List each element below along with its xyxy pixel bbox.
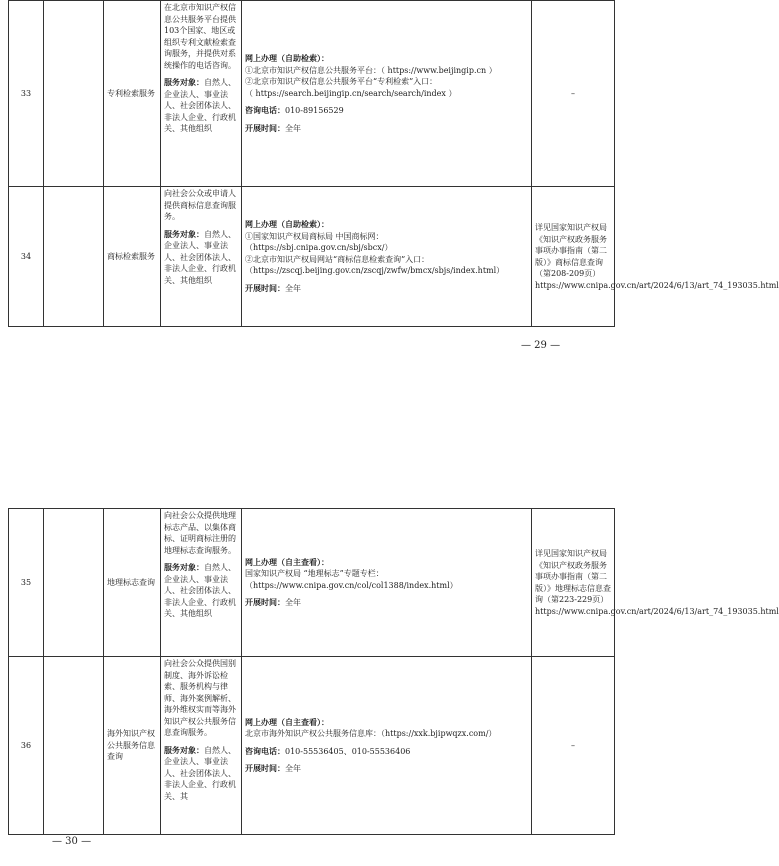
page-number: — 29 — <box>521 340 561 351</box>
time-line: 开展时间：全年 <box>245 122 301 133</box>
service-description: 向社会公众提供国别制度、海外诉讼检索、服务机构与律师、海外案例解析、海外维权实而等海外知识产权公共服务信息查询服务。 <box>164 659 236 737</box>
blank-cell <box>44 657 104 835</box>
service-description: 向社会公众或申请人提供商标信息查询服务。 <box>164 189 236 221</box>
service-target: 服务对象：自然人、企业法人、事业法人、社会团体法人、非法人企业、行政机关、其 <box>164 744 236 801</box>
service-target: 服务对象：自然人、企业法人、事业法人、社会团体法人、非法人企业、行政机关、其他组织 <box>164 562 236 618</box>
online-line: ②北京市知识产权局网站“商标信息检索查询”入口： <box>245 254 430 264</box>
service-name: 地理标志查询 <box>104 509 161 657</box>
online-handling-cell <box>242 509 532 657</box>
online-line[interactable]: 北京市海外知识产权公共服务信息库：（https://xxk.bjipwqzx.com/） <box>245 729 497 738</box>
blank-cell <box>44 509 104 657</box>
service-name: 专利检索服务 <box>104 1 161 187</box>
online-handling-label: 网上办理（自主查看）： <box>245 556 329 567</box>
online-line: ②北京市知识产权信息公共服务平台“专利检索”入口： <box>245 77 438 86</box>
online-handling-label: 网上办理（自主查看）： <box>245 716 329 727</box>
service-name: 商标检索服务 <box>104 187 161 327</box>
online-handling-cell <box>242 657 532 835</box>
service-name: 海外知识产权公共服务信息查询 <box>104 657 161 835</box>
online-line[interactable]: （ https://search.beijingip.cn/search/search/index ） <box>245 88 457 98</box>
online-handling-cell <box>242 187 532 327</box>
service-description-cell <box>161 657 242 835</box>
blank-cell <box>44 187 104 327</box>
page-number: — 30 — <box>52 836 92 847</box>
blank-cell <box>44 1 104 187</box>
online-line[interactable]: ①北京市知识产权信息公共服务平台：（ https://www.beijingip.cn ） <box>245 65 497 75</box>
service-table-page-30 <box>8 508 779 835</box>
service-target: 服务对象：自然人、企业法人、事业法人、社会团体法人、非法人企业、行政机关、其他组织 <box>164 228 236 285</box>
reference-cell: 详见国家知识产权局《知识产权政务服务事项办事指南（第二版）》地理标志信息查询（第223-229页） https://www.cnipa.gov.cn/art/2024/6/13/art_74_193035.html <box>532 509 615 657</box>
row-number: 34 <box>9 187 44 327</box>
row-number: 35 <box>9 509 44 657</box>
table-row <box>9 657 615 835</box>
online-handling-cell <box>242 1 532 187</box>
online-line: ①国家知识产权局商标局 中国商标网： <box>245 231 384 241</box>
table-row <box>9 509 615 657</box>
service-target: 服务对象：自然人、企业法人、事业法人、社会团体法人、非法人企业、行政机关、其他组织 <box>164 77 236 133</box>
online-handling-label: 网上办理（自助检索）： <box>245 53 329 63</box>
reference-cell: – <box>532 1 615 187</box>
service-description-cell <box>161 1 242 187</box>
online-handling-label: 网上办理（自助检索）： <box>245 219 329 229</box>
service-description-cell <box>161 509 242 657</box>
phone-line: 咨询电话：010-89156529 <box>245 105 344 115</box>
time-line: 开展时间：全年 <box>245 763 301 773</box>
row-number: 36 <box>9 657 44 835</box>
online-line[interactable]: （https://zscqj.beijing.gov.cn/zscqj/zwfw/bmcx/sbjs/index.html） <box>245 266 505 275</box>
online-line[interactable]: （https://www.cnipa.gov.cn/col/col1388/index.html） <box>245 580 458 590</box>
online-line[interactable]: （https://sbj.cnipa.gov.cn/sbj/sbcx/） <box>245 243 393 252</box>
service-table-page-29 <box>8 0 779 327</box>
table-row <box>9 187 615 327</box>
row-number: 33 <box>9 1 44 187</box>
service-description: 在北京市知识产权信息公共服务平台提供103个国家、地区或组织专利文献检索查询服务，并提供对系统操作的电话咨询。 <box>164 3 236 70</box>
time-line: 开展时间：全年 <box>245 597 301 607</box>
online-line: 国家知识产权局 “地理标志”专题专栏： <box>245 569 384 578</box>
phone-line: 咨询电话：010-55536405、010-55536406 <box>245 745 411 756</box>
reference-cell: – <box>532 657 615 835</box>
service-description-cell <box>161 187 242 327</box>
time-line: 开展时间：全年 <box>245 282 301 293</box>
table-row <box>9 1 615 187</box>
service-description: 向社会公众提供地理标志产品、以集体商标、证明商标注册的地理标志查询服务。 <box>164 511 236 555</box>
reference-cell: 详见国家知识产权局《知识产权政务服务事项办事指南（第二版）》商标信息查询（第208-209页） https://www.cnipa.gov.cn/art/2024/6/13/art_74_193035.html <box>532 187 615 327</box>
